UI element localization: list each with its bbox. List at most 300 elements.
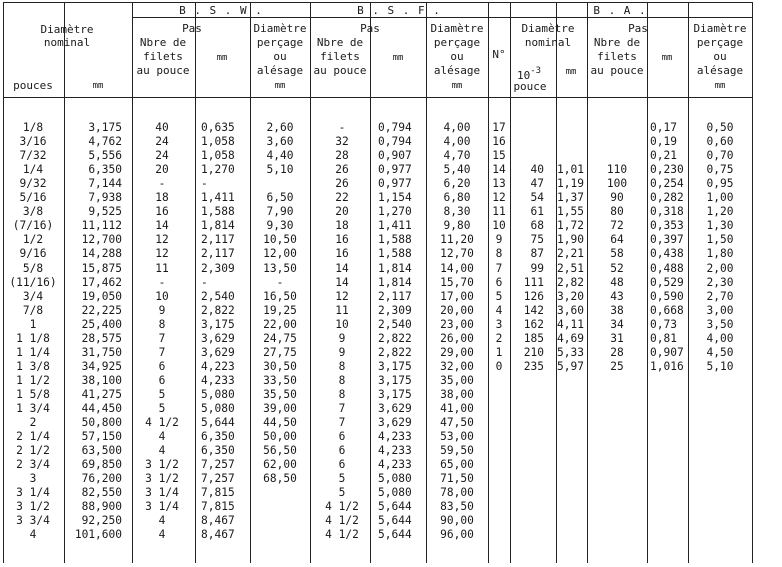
cell-bsf-filets: 14 [335,261,349,275]
cell-bsw-pas-mm: 3,629 [201,345,235,359]
cell-pouces: 7/8 [22,303,44,317]
cell-bsf-filets: 28 [335,149,349,163]
cell-bsf-pas-mm: 1,588 [378,233,412,247]
cell-bsf-pas-mm: 2,540 [378,317,412,331]
cell-ba-pas-mm: 0,21 [650,149,677,163]
cell-bsw-pas-mm: 7,815 [201,500,235,514]
cell-bsf-pas-mm: 1,154 [378,191,412,205]
cell-mm: 3,175 [88,121,122,134]
cell-pouces: (7/16) [12,219,54,233]
cell-ba-no: 8 [495,247,503,261]
cell-pouces: 2 1/4 [16,430,50,444]
cell-mm: 6,350 [88,163,122,177]
rule [64,2,65,563]
cell-bsw-filets: 4 [158,444,166,458]
cell-ba-pas-mm: 0,318 [650,205,684,219]
cell-ba-mm: 1,55 [557,205,584,219]
cell-bsw-filets: 5 [158,387,166,401]
cell-ba-percage: 4,50 [706,345,734,359]
header-nbre-ba: Nbre de [593,36,641,49]
cell-pouces: 5/16 [19,191,47,205]
rule [3,2,4,563]
cell-ba-pouce: 111 [523,275,544,289]
cell-ba-percage: 3,00 [706,303,734,317]
group-title-ba: B . A . [593,4,647,17]
cell-mm: 7,938 [88,191,122,205]
cell-ba-pouce: 40 [530,163,544,177]
cell-pouces: 3 1/2 [16,500,50,514]
cell-bsw-filets: 40 [155,121,169,134]
cell-mm: 101,600 [74,528,122,542]
header-ba-pow-base: 10 [516,69,531,82]
cell-bsf-pas-mm: 3,175 [378,359,412,373]
cell-bsf-percage: 71,50 [440,472,474,486]
cell-bsw-pas-mm: 6,350 [201,444,235,458]
cell-ba-percage: 1,30 [706,219,734,233]
cell-pouces: 5/8 [22,261,44,275]
cell-ba-no: 15 [492,149,506,163]
cell-bsw-percage: 35,50 [263,387,297,401]
cell-bsw-pas-mm: 4,223 [201,359,235,373]
cell-bsf-percage: 23,00 [440,317,474,331]
cell-bsf-filets: 20 [335,205,349,219]
cell-bsf-filets: 8 [338,387,346,401]
cell-ba-pas-mm: 0,397 [650,233,684,247]
cell-bsf-pas-mm: 3,175 [378,373,412,387]
cell-bsf-percage: 6,80 [443,191,471,205]
cell-pouces: (11/16) [9,275,57,289]
header-pas-ba: Pas [628,22,648,35]
cell-bsf-pas-mm: 0,977 [378,177,412,191]
header-nominal: nominal [43,36,91,49]
cell-bsw-pas-mm: 1,588 [201,205,235,219]
cell-bsf-percage: 53,00 [440,430,474,444]
header-perc4-bsw: alésage [256,64,304,77]
cell-bsf-filets: 16 [335,247,349,261]
cell-ba-mm: 2,21 [557,247,584,261]
cell-pouces: 9/32 [19,177,47,191]
header-pouces: pouces [13,79,53,92]
cell-pouces: 3/4 [22,289,44,303]
cell-ba-pas-mm: 0,19 [650,135,677,149]
cell-bsw-percage: 27,75 [263,345,297,359]
cell-ba-no: 11 [492,205,506,219]
cell-bsf-filets: 32 [335,135,349,149]
cell-bsf-filets: 14 [335,275,349,289]
cell-ba-filets: 90 [610,191,624,205]
cell-pouces: 1 1/2 [16,373,50,387]
cell-bsw-pas-mm: 1,058 [201,135,235,149]
header-perc1-bsf: Diamètre [430,22,484,35]
cell-bsf-percage: 38,00 [440,387,474,401]
cell-bsw-pas-mm: 5,080 [201,387,235,401]
cell-bsf-pas-mm: 2,822 [378,345,412,359]
cell-ba-mm: 2,51 [557,261,584,275]
cell-bsw-percage: 62,00 [263,458,297,472]
cell-ba-percage: 2,70 [706,289,734,303]
header-nbre-bsw: Nbre de [139,36,187,49]
cell-ba-percage: 1,80 [706,247,734,261]
cell-bsw-percage: 5,10 [266,163,294,177]
cell-ba-filets: 58 [610,247,624,261]
cell-ba-mm: 1,19 [557,177,584,191]
cell-ba-mm: 3,20 [557,289,584,303]
cell-bsw-filets: - [158,177,166,191]
cell-bsw-pas-mm: 2,822 [201,303,235,317]
header-diametre: Diamètre [40,23,94,36]
cell-bsf-pas-mm: 2,822 [378,331,412,345]
cell-ba-filets: 34 [610,317,624,331]
cell-bsf-filets: 5 [338,486,346,500]
rule [587,2,588,563]
cell-ba-percage: 3,50 [706,317,734,331]
cell-bsw-filets: 5 [158,402,166,415]
cell-bsf-percage: 41,00 [440,402,474,415]
cell-bsw-filets: 16 [155,205,169,219]
cell-bsw-percage: 16,50 [263,289,297,303]
cell-mm: 4,762 [88,135,122,149]
cell-bsw-filets: 24 [155,149,169,163]
cell-bsw-percage: 30,50 [263,359,297,373]
cell-bsf-pas-mm: 0,907 [378,149,412,163]
cell-pouces: 1 1/8 [16,331,50,345]
cell-bsf-percage: 5,40 [443,163,471,177]
cell-ba-pas-mm: 0,668 [650,303,684,317]
cell-ba-percage: 0,70 [706,149,734,163]
cell-bsf-filets: 7 [338,416,346,430]
cell-bsf-pas-mm: 5,080 [378,472,412,486]
cell-mm: 34,925 [81,359,122,373]
cell-ba-no: 6 [495,275,503,289]
cell-ba-pas-mm: 0,17 [650,121,677,134]
cell-mm: 17,462 [81,275,122,289]
cell-ba-mm: 1,01 [557,163,584,177]
cell-mm: 88,900 [81,500,122,514]
cell-ba-mm: 1,37 [557,191,584,205]
cell-bsf-filets: 22 [335,191,349,205]
cell-pouces: 1 1/4 [16,345,50,359]
header-ba-nominal: nominal [524,36,572,49]
cell-ba-pouce: 126 [523,289,544,303]
cell-bsw-filets: 4 [158,528,166,542]
cell-mm: 44,450 [81,402,122,415]
cell-ba-no: 13 [492,177,506,191]
cell-pouces: 7/32 [19,149,47,163]
cell-pouces: 1/8 [22,121,44,134]
cell-ba-pas-mm: 0,529 [650,275,684,289]
cell-bsw-percage: 39,00 [263,402,297,415]
cell-bsf-filets: 18 [335,219,349,233]
cell-bsf-filets: 4 1/2 [325,514,359,528]
cell-ba-percage: 2,00 [706,261,734,275]
header-filets-bsf: filets [320,50,360,63]
cell-mm: 19,050 [81,289,122,303]
cell-bsw-filets: 12 [155,247,169,261]
cell-bsw-percage: 44,50 [263,416,297,430]
cell-bsw-filets: 3 1/2 [145,472,179,486]
cell-ba-pouce: 61 [530,205,544,219]
header-nbre-bsf: Nbre de [316,36,364,49]
cell-bsw-filets: 7 [158,345,166,359]
cell-bsw-filets: 11 [155,261,169,275]
cell-bsw-filets: 6 [158,359,166,373]
cell-bsw-percage: 19,25 [263,303,297,317]
cell-ba-filets: 110 [606,163,628,177]
header-perc3-ba: ou [713,50,727,63]
cell-bsf-percage: 47,50 [440,416,474,430]
cell-bsf-percage: 29,00 [440,345,474,359]
cell-bsw-pas-mm: - [201,275,208,289]
cell-bsf-percage: 17,00 [440,289,474,303]
cell-bsf-percage: 9,80 [443,219,471,233]
cell-bsw-pas-mm: 2,117 [201,247,235,261]
cell-ba-mm: 3,60 [557,303,584,317]
rule [3,2,753,3]
rule [195,2,196,563]
cell-ba-filets: 80 [610,205,624,219]
cell-bsw-filets: 9 [158,303,166,317]
cell-ba-pouce: 54 [530,191,544,205]
cell-pouces: 2 1/2 [16,444,50,458]
cell-bsw-filets: 18 [155,191,169,205]
cell-bsw-pas-mm: 7,815 [201,486,235,500]
cell-bsf-pas-mm: 1,588 [378,247,412,261]
cell-bsw-filets: 4 [158,430,166,444]
cell-pouces: 3/16 [19,135,47,149]
rule [132,17,310,18]
cell-pouces: 2 [29,416,37,430]
cell-bsf-pas-mm: 3,175 [378,387,412,401]
cell-ba-no: 7 [495,261,503,275]
cell-bsf-filets: 8 [338,359,346,373]
cell-ba-pas-mm: 1,016 [650,359,684,373]
cell-bsf-percage: 8,30 [443,205,471,219]
cell-ba-filets: 25 [610,359,624,373]
header-perc3-bsf: ou [450,50,464,63]
cell-bsw-filets: 10 [155,289,169,303]
cell-bsf-filets: 11 [335,303,349,317]
cell-bsf-filets: 4 1/2 [325,500,359,514]
cell-bsf-pas-mm: 4,233 [378,458,412,472]
header-pas-bsw: Pas [182,22,202,35]
header-perc-mm-bsf: mm [451,81,463,91]
cell-bsf-percage: 78,00 [440,486,474,500]
cell-mm: 25,400 [81,317,122,331]
cell-ba-pas-mm: 0,230 [650,163,684,177]
cell-bsf-filets: 6 [338,430,346,444]
cell-ba-filets: 43 [610,289,624,303]
header-mm-ba: mm [661,53,673,63]
cell-ba-filets: 48 [610,275,624,289]
cell-bsw-pas-mm: - [201,177,208,191]
cell-ba-pas-mm: 0,590 [650,289,684,303]
cell-ba-percage: 0,60 [706,135,734,149]
header-mm-bsf: mm [392,53,404,63]
group-title-bsw: B . S . W . [179,4,263,17]
cell-bsf-pas-mm: 5,080 [378,486,412,500]
header-mm-bsw: mm [216,53,228,63]
cell-pouces: 9/16 [19,247,47,261]
cell-pouces: 3 1/4 [16,486,50,500]
cell-mm: 31,750 [81,345,122,359]
cell-bsf-percage: 6,20 [443,177,471,191]
cell-bsf-percage: 4,00 [443,135,471,149]
cell-ba-pas-mm: 0,81 [650,331,677,345]
cell-bsf-percage: 59,50 [440,444,474,458]
header-perc1-ba: Diamètre [693,22,747,35]
cell-bsw-pas-mm: 5,080 [201,402,235,415]
cell-bsf-filets: 26 [335,177,349,191]
cell-bsf-pas-mm: 2,309 [378,303,412,317]
cell-pouces: 2 3/4 [16,458,50,472]
cell-bsf-percage: 15,70 [440,275,474,289]
header-no: N° [492,48,506,61]
cell-bsf-percage: 65,00 [440,458,474,472]
cell-bsf-percage: 12,70 [440,247,474,261]
cell-bsf-filets: 12 [335,289,349,303]
cell-bsw-filets: 14 [155,219,169,233]
header-ba-mm: mm [565,67,577,77]
cell-ba-pouce: 47 [530,177,544,191]
cell-bsw-filets: 12 [155,233,169,247]
cell-pouces: 1 [29,317,37,331]
cell-bsw-pas-mm: 6,350 [201,430,235,444]
cell-bsw-filets: 20 [155,163,169,177]
cell-ba-pas-mm: 0,353 [650,219,684,233]
cell-ba-filets: 52 [610,261,624,275]
header-aupouce-bsf: au pouce [313,64,367,77]
header-perc2-bsw: perçage [256,36,304,49]
cell-bsf-filets: - [338,121,346,134]
cell-bsw-percage: 68,50 [263,472,297,486]
cell-bsf-percage: 32,00 [440,359,474,373]
cell-ba-no: 16 [492,135,506,149]
cell-bsw-percage: - [276,275,284,289]
cell-bsw-filets: 4 [158,514,166,528]
cell-mm: 41,275 [81,387,122,401]
cell-ba-mm: 4,11 [557,317,584,331]
cell-bsf-filets: 5 [338,472,346,486]
cell-bsw-filets: 7 [158,331,166,345]
cell-bsf-percage: 4,00 [443,121,471,134]
rule [310,17,488,18]
cell-ba-no: 17 [492,121,506,134]
cell-bsf-percage: 90,00 [440,514,474,528]
cell-bsw-filets: 3 1/4 [145,500,179,514]
cell-bsf-pas-mm: 0,794 [378,121,412,134]
cell-bsf-pas-mm: 5,644 [378,514,412,528]
cell-bsf-percage: 11,20 [440,233,474,247]
cell-ba-percage: 0,95 [706,177,734,191]
cell-bsf-pas-mm: 0,794 [378,135,412,149]
cell-bsw-percage: 13,50 [263,261,297,275]
cell-ba-percage: 1,50 [706,233,734,247]
cell-bsf-filets: 16 [335,233,349,247]
header-aupouce-ba: au pouce [590,64,644,77]
rule [510,2,511,563]
header-pas-bsf: Pas [360,22,380,35]
cell-mm: 5,556 [88,149,122,163]
cell-bsw-percage: 33,50 [263,373,297,387]
cell-bsf-percage: 20,00 [440,303,474,317]
cell-bsf-filets: 6 [338,458,346,472]
cell-mm: 12,700 [81,233,122,247]
cell-bsw-filets: - [158,275,166,289]
cell-bsf-pas-mm: 1,411 [378,219,412,233]
cell-mm: 11,112 [81,219,122,233]
cell-bsf-filets: 9 [338,345,346,359]
cell-bsw-percage: 10,50 [263,233,297,247]
cell-bsf-percage: 4,70 [443,149,471,163]
cell-ba-percage: 4,00 [706,331,734,345]
header-ba-diametre: Diamètre [521,22,575,35]
cell-mm: 63,500 [81,444,122,458]
cell-pouces: 4 [29,528,37,542]
cell-ba-percage: 1,00 [706,191,734,205]
cell-bsf-filets: 4 1/2 [325,528,359,542]
cell-bsf-percage: 35,00 [440,373,474,387]
cell-bsw-percage: 3,60 [266,135,294,149]
cell-bsw-percage: 4,40 [266,149,294,163]
cell-bsw-percage: 9,30 [266,219,294,233]
cell-ba-pouce: 87 [530,247,544,261]
cell-bsf-percage: 14,00 [440,261,474,275]
header-ba-pouce: pouce [513,80,547,93]
header-perc2-bsf: perçage [433,36,481,49]
rule [250,2,251,563]
cell-ba-pouce: 185 [523,331,544,345]
header-perc1-bsw: Diamètre [253,22,307,35]
cell-ba-mm: 1,72 [557,219,584,233]
header-perc3-bsw: ou [273,50,287,63]
cell-pouces: 1 5/8 [16,387,50,401]
cell-mm: 50,800 [81,416,122,430]
cell-ba-pas-mm: 0,73 [650,317,677,331]
cell-ba-pouce: 235 [523,359,544,373]
cell-bsw-filets: 3 1/2 [145,458,179,472]
cell-ba-no: 3 [495,317,503,331]
cell-bsw-percage: 24,75 [263,331,297,345]
cell-bsw-pas-mm: 7,257 [201,472,235,486]
cell-ba-filets: 100 [606,177,628,191]
rule [310,2,311,563]
header-perc4-bsf: alésage [433,64,481,77]
cell-bsf-pas-mm: 1,814 [378,275,412,289]
cell-bsw-filets: 24 [155,135,169,149]
cell-bsf-filets: 26 [335,163,349,177]
header-perc-mm-bsw: mm [274,81,286,91]
cell-bsw-percage: 6,50 [266,191,294,205]
cell-mm: 92,250 [81,514,122,528]
cell-bsw-pas-mm: 8,467 [201,514,235,528]
cell-ba-pouce: 142 [523,303,544,317]
cell-bsf-pas-mm: 2,117 [378,289,412,303]
cell-mm: 82,550 [81,486,122,500]
cell-bsf-percage: 83,50 [440,500,474,514]
cell-bsw-filets: 6 [158,373,166,387]
cell-pouces: 1/4 [22,163,44,177]
cell-bsw-pas-mm: 3,175 [201,317,235,331]
cell-bsw-pas-mm: 8,467 [201,528,235,542]
header-mm: mm [92,81,104,91]
cell-ba-pas-mm: 0,282 [650,191,684,205]
rule [752,2,753,563]
cell-bsw-pas-mm: 0,635 [201,121,235,134]
header-filets-bsw: filets [143,50,183,63]
rule [426,2,427,563]
cell-bsw-filets: 8 [158,317,166,331]
cell-mm: 57,150 [81,430,122,444]
